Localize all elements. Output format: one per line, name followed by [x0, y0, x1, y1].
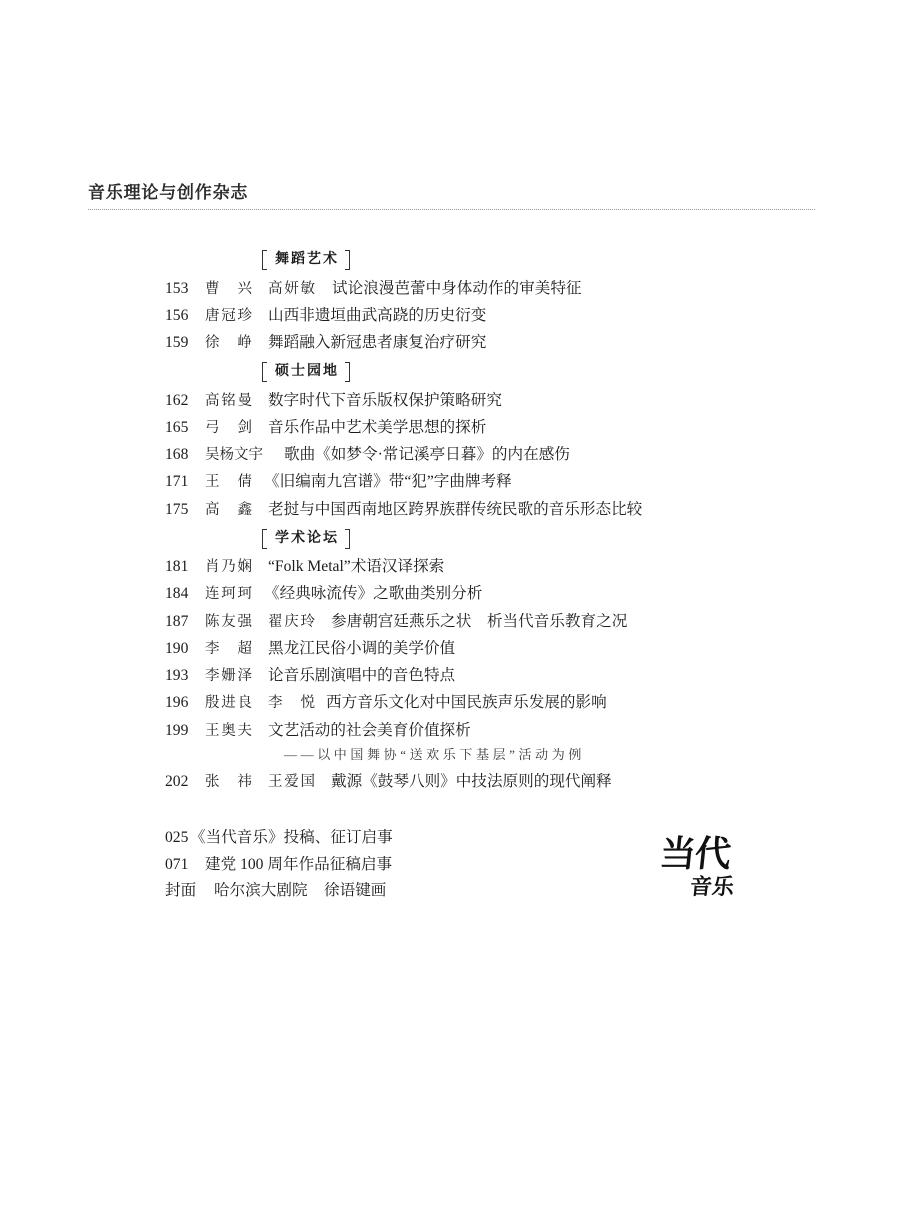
- page-number: 071: [165, 856, 189, 873]
- toc-entry: [0, 445, 900, 465]
- article-title: 老挝与中国西南地区跨界族群传统民歌的音乐形态比较: [268, 501, 643, 518]
- notice-text: 建党 100 周年作品征稿启事: [205, 856, 393, 873]
- toc-entry: [0, 772, 900, 792]
- toc-entry: [0, 500, 900, 520]
- toc-entry: [0, 721, 900, 741]
- section-heading-forum: [262, 528, 350, 550]
- author: 肖乃娴: [205, 559, 252, 575]
- article-title: 《经典咏流传》之歌曲类别分析: [264, 585, 483, 602]
- bracket-right: [345, 529, 350, 549]
- author: 徐 峥: [205, 335, 252, 351]
- page-number: 162: [165, 392, 189, 409]
- toc-entry: [0, 612, 900, 632]
- author: 连珂珂: [205, 586, 252, 602]
- page-number: 193: [165, 667, 189, 684]
- article-title: 《旧编南九宫谱》带“犯”字曲牌考释: [264, 473, 512, 490]
- toc-entry: [0, 693, 900, 713]
- page-number: 025: [165, 829, 189, 846]
- section-title: 舞蹈艺术: [275, 252, 339, 267]
- author: 曹 兴: [205, 281, 252, 297]
- toc-entry: [0, 666, 900, 686]
- section-heading-dance: [262, 249, 350, 271]
- notice-text: 《当代音乐》投稿、征订启事: [190, 829, 393, 846]
- toc-entry: [0, 418, 900, 438]
- author: 王爱国: [268, 774, 315, 790]
- notice-entry: [0, 855, 900, 875]
- toc-entry: [0, 472, 900, 492]
- article-title: 数字时代下音乐版权保护策略研究: [268, 392, 502, 409]
- page-number: 159: [165, 334, 189, 351]
- article-title: 参唐朝宫廷燕乐之状 析当代音乐教育之况: [331, 613, 628, 630]
- page-number: 202: [165, 773, 189, 790]
- toc-entry: [0, 391, 900, 411]
- author: 吴杨文宇: [205, 447, 263, 463]
- toc-entry: [0, 306, 900, 326]
- bracket-left: [262, 362, 267, 382]
- cover-label: 封面: [165, 882, 197, 899]
- toc-entry: [0, 333, 900, 353]
- page-number: 156: [165, 307, 189, 324]
- author: 陈友强: [205, 614, 252, 630]
- page-number: 187: [165, 613, 189, 630]
- page-number: 196: [165, 694, 189, 711]
- journal-logo-line1: 当代: [657, 834, 733, 874]
- page-number: 168: [165, 446, 189, 463]
- cover-credit: [0, 881, 900, 901]
- author: 翟庆玲: [268, 614, 315, 630]
- toc-entry: [0, 584, 900, 604]
- toc-entry: [0, 639, 900, 659]
- notice-entry: [0, 828, 900, 848]
- article-title: 论音乐剧演唱中的音色特点: [268, 667, 456, 684]
- author: 弓 剑: [205, 420, 252, 436]
- author: 殷进良: [205, 695, 252, 711]
- cover-subject: 哈尔滨大剧院: [214, 882, 308, 899]
- article-title: 黑龙江民俗小调的美学价值: [268, 640, 456, 657]
- article-title: 舞蹈融入新冠患者康复治疗研究: [268, 334, 487, 351]
- page-number: 175: [165, 501, 189, 518]
- journal-header: 音乐理论与创作杂志: [88, 183, 249, 202]
- bracket-left: [262, 529, 267, 549]
- article-title: 试论浪漫芭蕾中身体动作的审美特征: [332, 280, 582, 297]
- author: 王 倩: [205, 474, 252, 490]
- page-number: 199: [165, 722, 189, 739]
- article-title: 山西非遗垣曲武高跷的历史衍变: [268, 307, 487, 324]
- author: 高妍敏: [268, 281, 315, 297]
- page-number: 153: [165, 280, 189, 297]
- article-subtitle: ——以中国舞协“送欢乐下基层”活动为例: [284, 747, 585, 762]
- article-title: 音乐作品中艺术美学思想的探析: [268, 419, 487, 436]
- article-title: 戴源《鼓琴八则》中技法原则的现代阐释: [331, 773, 612, 790]
- bracket-left: [262, 250, 267, 270]
- page-number: 181: [165, 558, 189, 575]
- toc-entry-subtitle: [0, 745, 900, 765]
- author: 李姗泽: [205, 668, 252, 684]
- author: 高 鑫: [205, 502, 252, 518]
- header-divider: [88, 209, 815, 210]
- section-title: 学术论坛: [275, 531, 339, 546]
- author: 张 祎: [205, 774, 252, 790]
- article-title: 西方音乐文化对中国民族声乐发展的影响: [326, 694, 607, 711]
- page-number: 171: [165, 473, 189, 490]
- author: 高铭曼: [205, 393, 252, 409]
- article-title: “Folk Metal”术语汉译探索: [268, 558, 445, 575]
- author: 王奥夫: [205, 723, 252, 739]
- article-title: 文艺活动的社会美育价值探析: [268, 722, 471, 739]
- section-heading-masters: [262, 361, 350, 383]
- bracket-right: [345, 362, 350, 382]
- toc-entry: [0, 279, 900, 299]
- journal-logo-line2: 音乐: [688, 874, 736, 899]
- toc-entry: [0, 557, 900, 577]
- page-number: 165: [165, 419, 189, 436]
- author: 李 悦: [268, 695, 315, 711]
- page-number: 190: [165, 640, 189, 657]
- cover-artist: 徐语键画: [324, 882, 387, 899]
- page-number: 184: [165, 585, 189, 602]
- author: 唐冠珍: [205, 308, 252, 324]
- bracket-right: [345, 250, 350, 270]
- section-title: 硕士园地: [275, 364, 339, 379]
- article-title: 歌曲《如梦令·常记溪亭日暮》的内在感伤: [284, 446, 570, 463]
- author: 李 超: [205, 641, 252, 657]
